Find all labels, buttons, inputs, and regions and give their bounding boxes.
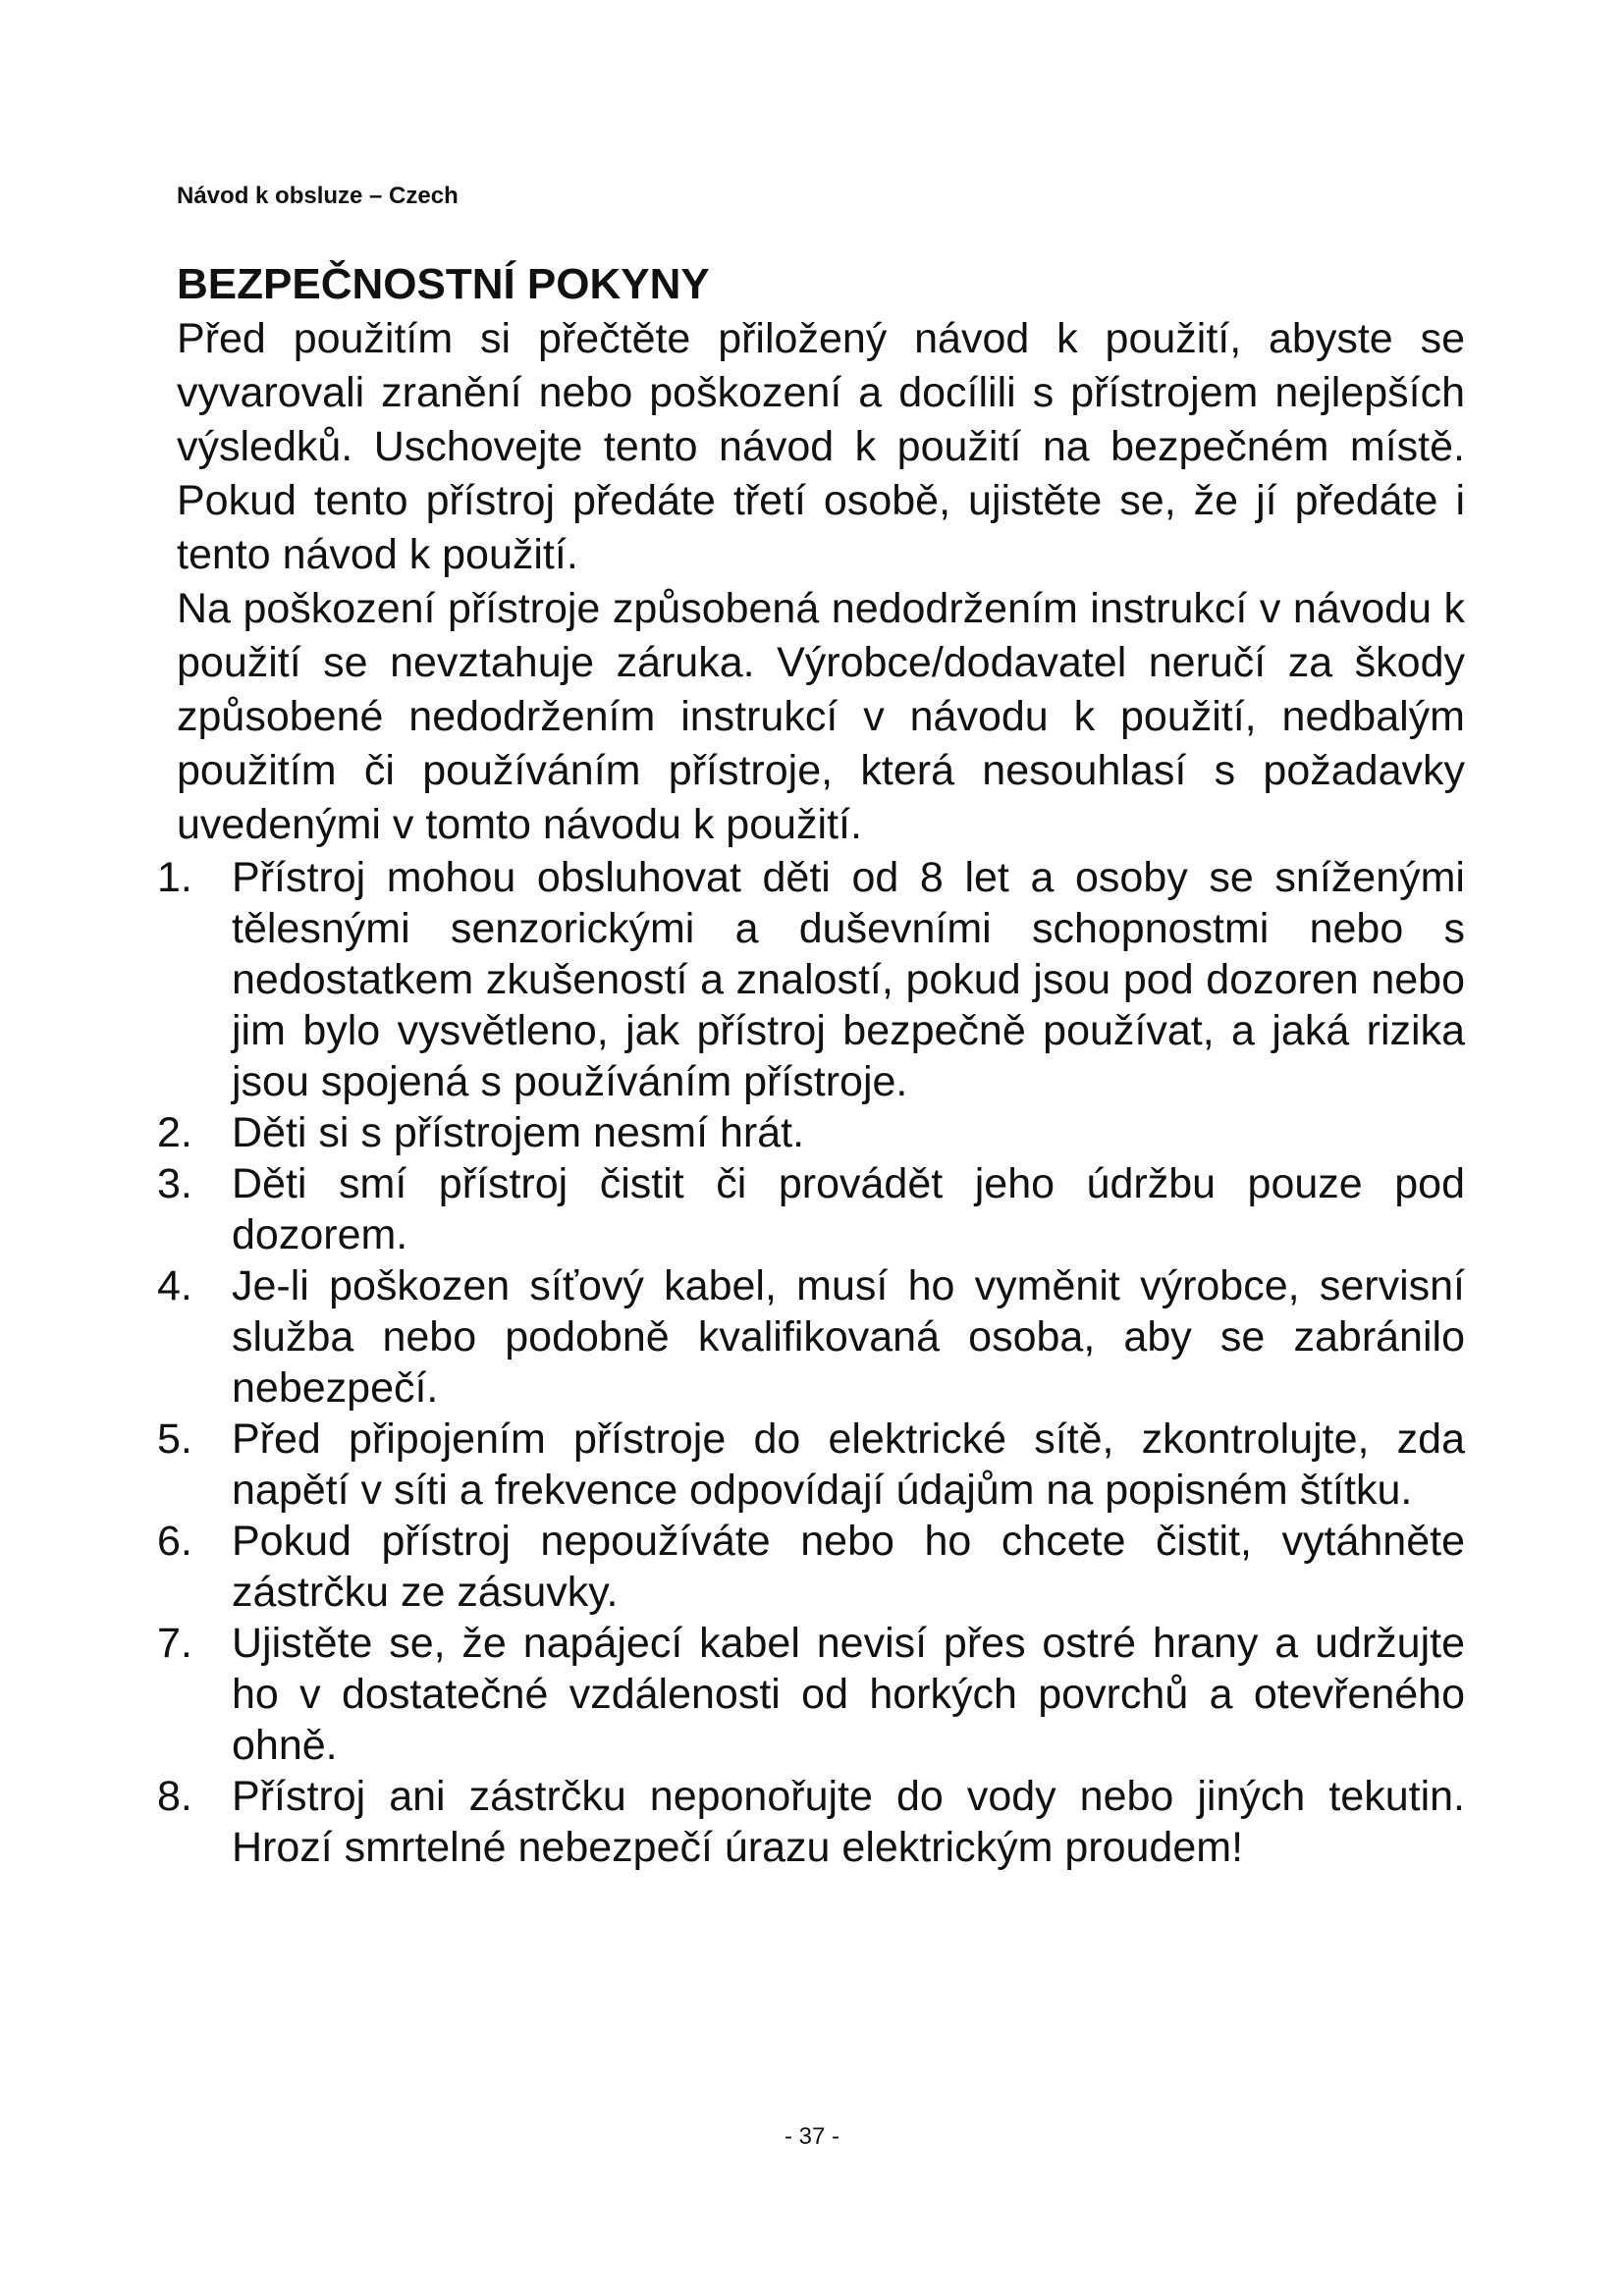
page-number: - 37 - <box>784 2123 839 2150</box>
safety-rules-list <box>157 852 1465 1873</box>
list-item-text: Přístroj ani zástrčku neponořujte do vody nebo jiných tekutin. Hrozí smrtelné nebezpečí úrazu elektrickým proudem! <box>232 1773 1465 1871</box>
list-item-text: Přístroj mohou obsluhovat děti od 8 let a osoby se sníženými tělesnými senzorickými a duševními schopnostmi nebo s nedostatkem zkušeností a znalostí, pokud jsou pod dozoren nebo jim bylo vysvětleno, jak přístroj bezpečně používat, a jaká rizika jsou spojená s používáním přístroje. <box>232 854 1465 1105</box>
list-item-text: Děti smí přístroj čistit či provádět jeho údržbu pouze pod dozorem. <box>232 1160 1465 1258</box>
intro-paragraph: Před použitím si přečtěte přiložený návod k použití, abyste se vyvarovali zranění nebo poškození a docílili s přístrojem nejlepších výsledků. Uschovejte tento návod k použití na bezpečném místě. Pokud tento přístroj předáte třetí osobě, ujistěte se, že jí předáte i tento návod k použití. <box>177 315 1465 578</box>
list-item <box>157 852 1465 1107</box>
list-item-number: 7. <box>157 1620 192 1667</box>
list-item-text: Ujistěte se, že napájecí kabel nevisí přes ostré hrany a udržujte ho v dostatečné vzdálenosti od horkých povrchů a otevřeného ohně. <box>232 1620 1465 1769</box>
list-item <box>157 1414 1465 1516</box>
list-item-text: Děti si s přístrojem nesmí hrát. <box>232 1109 805 1156</box>
running-header: Návod k obsluze – Czech <box>177 183 459 209</box>
list-item <box>157 1107 1465 1158</box>
list-item-text: Pokud přístroj nepoužíváte nebo ho chcete čistit, vytáhněte zástrčku ze zásuvky. <box>232 1518 1465 1616</box>
list-item-number: 4. <box>157 1262 192 1309</box>
list-item-number: 8. <box>157 1773 192 1820</box>
safety-section <box>157 257 1465 1873</box>
list-item <box>157 1158 1465 1260</box>
list-item <box>157 1618 1465 1771</box>
list-item-number: 2. <box>157 1109 192 1156</box>
list-item-text: Před připojením přístroje do elektrické sítě, zkontrolujte, zda napětí v síti a frekvence odpovídají údajům na popisném štítku. <box>232 1415 1465 1514</box>
list-item <box>157 1260 1465 1414</box>
list-item-number: 5. <box>157 1415 192 1463</box>
list-item-number: 6. <box>157 1518 192 1565</box>
section-title: BEZPEČNOSTNÍ POKYNY <box>177 260 710 308</box>
list-item <box>157 1516 1465 1618</box>
list-item-number: 3. <box>157 1160 192 1207</box>
warranty-paragraph: Na poškození přístroje způsobená nedodržením instrukcí v návodu k použití se nevztahuje záruka. Výrobce/dodavatel neručí za škody způsobené nedodržením instrukcí v návodu k použití, nedbalým použitím či používáním přístroje, která nesouhlasí s požadavky uvedenými v tomto návodu k použití. <box>177 585 1465 848</box>
list-item-text: Je-li poškozen síťový kabel, musí ho vyměnit výrobce, servisní služba nebo podobně kvalifikovaná osoba, aby se zabránilo nebezpečí. <box>232 1262 1465 1412</box>
list-item-number: 1. <box>157 854 192 901</box>
list-item <box>157 1771 1465 1873</box>
